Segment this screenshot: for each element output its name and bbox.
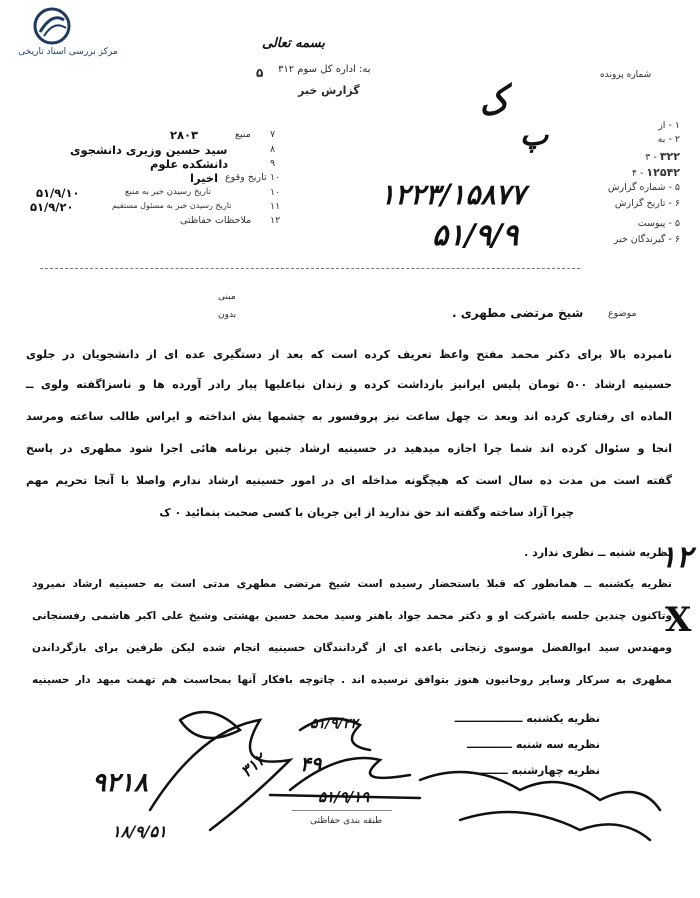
source-fields	[30, 128, 280, 228]
archive-logo	[32, 6, 72, 46]
right-field-label: گیرندگان خبر	[613, 234, 666, 245]
right-field-label: شماره گزارش	[607, 182, 666, 193]
right-field: ۲ - به	[657, 134, 680, 145]
right-field-number: ۵	[674, 218, 680, 229]
handwritten-number-left: ۹۲۱۸	[92, 768, 148, 798]
source-field-number: ۷	[270, 129, 276, 140]
right-field-number: ۲	[674, 134, 680, 145]
body-line: انجا و سئوال کرده اند شما چرا اجازه میدهید در حسینیه ارشاد چنین برنامه هائی اجرا شود مطهری در پاسخ	[26, 442, 672, 455]
analysis-line	[524, 546, 672, 559]
right-field: ۵ - پیوست	[637, 218, 680, 229]
analysis-line	[32, 578, 672, 590]
source-field-row	[30, 186, 280, 199]
source-field-number: ۱۰	[270, 187, 281, 198]
review-line: نظریه چهارشنبه ــــــــــ	[470, 764, 600, 777]
subject-value: شیخ مرتضی مطهری .	[452, 306, 584, 320]
source-field-value: ۵۱/۹/۱۰	[36, 186, 80, 200]
analysis-text: نظری ندارد .	[524, 546, 595, 559]
source-field-value: دانشکده علوم	[150, 157, 229, 171]
source-field-value: ۵۱/۹/۲۰	[30, 200, 74, 214]
signature-loop	[180, 712, 240, 738]
source-field-label: تاریخ رسیدن خبر به منبع	[125, 187, 211, 197]
right-field-number: ۱	[674, 120, 680, 131]
right-field: ۱ - از	[658, 120, 680, 131]
archive-watermark-text: مرکز بررسی اسناد تاریخی	[18, 47, 118, 57]
body-line: الماده ای رفتاری کرده اند وبعد ت چهل ساعت نیز پروفسور به چشمها یش انداخته و ایراس طالب ساعته ومرسد	[26, 410, 672, 423]
body-line: حسینیه ارشاد ۵۰۰ تومان پلیس ایرانیز بازداشت کرده و زندان نیاعلیها پیار رادر آورده ها و ناسزاگفته ولوی ــ	[26, 378, 672, 391]
review-line: نظریه سه شنبه ــــــــــــ	[466, 738, 600, 751]
margin-mark-number: ۱۲	[660, 540, 693, 575]
right-fields	[560, 120, 680, 270]
source-field-row	[30, 128, 280, 141]
analysis-label: نظریه شنبه ــ	[597, 546, 672, 559]
top-scribble: بسمه تعالی	[262, 36, 325, 51]
source-field-label: منبع	[235, 129, 251, 140]
source-field-row	[30, 171, 280, 184]
right-field: ۴ - ۱۲۵۴۲	[631, 166, 680, 179]
right-field-number: ۵	[674, 182, 680, 193]
right-field-label: به	[657, 134, 666, 145]
source-field-row	[30, 200, 280, 213]
review-label: نظریه چهارشنبه	[511, 764, 600, 777]
body-line: چیرا آزاد ساخته وگفته اند حق ندارید از این جریان با کسی صحبت بنمائید ۰ ک	[159, 506, 574, 519]
signature-stamp-number: ۳۱۲	[236, 749, 269, 782]
right-field: ۳ - ۳۲۲	[645, 150, 680, 163]
body-line: نامبرده بالا برای دکتر محمد مفتح واعظ تعریف کرده است که بعد از دستگیری عده ای از دانشجویان در جلوی	[26, 348, 672, 361]
right-field-label: تاریخ گزارش	[614, 198, 666, 209]
margin-mark-cross: X	[665, 600, 692, 640]
source-field-number: ۹	[270, 158, 276, 169]
analysis-text: همانطور که قبلا باستحضار رسیده است شیخ مرتضی مطهری مدتی است به حسینیه ارشاد نمیرود	[32, 578, 578, 590]
source-field-row	[30, 143, 280, 156]
source-field-label: تاریخ وقوع	[225, 172, 267, 183]
subject-label: موضوع	[608, 308, 637, 319]
right-field: ۶ - تاریخ گزارش	[614, 198, 680, 209]
review-label: نظریه یکشنبه	[526, 712, 600, 725]
right-field-number: ۳	[645, 152, 651, 163]
right-field-number: ۶	[674, 234, 680, 245]
right-field-number: ۶	[674, 198, 680, 209]
source-field-row	[30, 214, 280, 227]
analysis-line: ومهندس سید ابوالفضل موسوی زنجانی باعده ای از گردانندگان حسینیه انجام شده لیکن طرفین برای بازگرداندن	[32, 642, 672, 654]
stamp-label-secondary: بدون	[218, 310, 237, 320]
source-field-label: ملاحظات حفاظتی	[180, 215, 252, 226]
right-field-label: از	[658, 120, 666, 131]
analysis-line: مطهری به سرکار وسایر روحانیون هنوز بتوافق نرسیده اند . چاتوچه بافکار آنها بمحاسبت هم تهمت میهد دار حسینیه	[32, 674, 672, 686]
source-field-row	[30, 157, 280, 170]
source-field-value: سید حسین وزیری دانشجوی	[70, 143, 228, 157]
right-field-label: پیوست	[637, 218, 666, 229]
handwritten-date-center: ۵۱/۹/۲۲	[310, 716, 358, 732]
right-field: ۵ - شماره گزارش	[607, 182, 680, 193]
source-field-value: اخیرا	[190, 171, 219, 185]
review-line: نظریه یکشنبه ــــــــــــــــــ	[454, 712, 600, 725]
analysis-label: نظریه یکشنبه ــ	[584, 578, 672, 590]
handwritten-reference-date: ۵۱/۹/۹	[432, 218, 519, 253]
protection-label: طبقه بندی حفاظتی	[310, 816, 383, 826]
signature-right	[420, 772, 660, 810]
protection-rule	[292, 810, 392, 811]
stamp-label: مبنی	[218, 292, 236, 302]
department-label: به: اداره کل سوم ۳۱۲	[278, 64, 371, 75]
source-field-label: تاریخ رسیدن خبر به مسئول مستقیم	[112, 201, 232, 210]
source-field-number: ۸	[270, 144, 276, 155]
right-field-label: ۱۲۵۴۲	[646, 166, 680, 179]
right-field: ۶ - گیرندگان خبر	[613, 234, 680, 245]
analysis-line: وتاکنون چندین جلسه باشرکت او و دکتر محمد جواد باهنر وسید محمد حسین بهشتی وشیخ علی اکبر هاشمی رفسنجانی	[32, 610, 672, 622]
right-field-label: ۳۲۲	[659, 150, 680, 163]
body-line: گفته است من مدت ده سال است که هیچگونه مداخله ای در امور حسینیه ارشاد ندارم واصلا با آنجا تحریم مهم	[26, 474, 672, 487]
source-field-number: ۱۱	[270, 201, 281, 212]
form-number: ۵	[256, 66, 264, 80]
reference-label: شماره پرونده	[600, 70, 652, 80]
archive-logo-icon	[32, 6, 72, 46]
right-field-number: ۴	[631, 168, 637, 179]
handwritten-date-bottom-left: ۱۸/۹/۵۱	[112, 822, 167, 841]
handwritten-number-center: ۴۹	[300, 752, 322, 776]
handwritten-scribble: پ	[520, 118, 549, 153]
handwritten-date-center-secondary: ۵۱/۹/۱۹	[318, 788, 370, 806]
source-field-number: ۱۲	[270, 215, 281, 226]
handwritten-reference-number: ۱۲۲۳/۱۵۸۷۷	[380, 178, 526, 211]
top-right-scribble: ک	[474, 79, 513, 125]
signature-bottom	[460, 812, 650, 840]
form-title: گزارش خبر	[298, 84, 360, 97]
source-field-number: ۱۰	[270, 172, 281, 183]
header-divider	[40, 268, 580, 269]
source-field-value: ۲۸۰۳	[170, 128, 199, 142]
review-label: نظریه سه شنبه	[515, 738, 600, 751]
